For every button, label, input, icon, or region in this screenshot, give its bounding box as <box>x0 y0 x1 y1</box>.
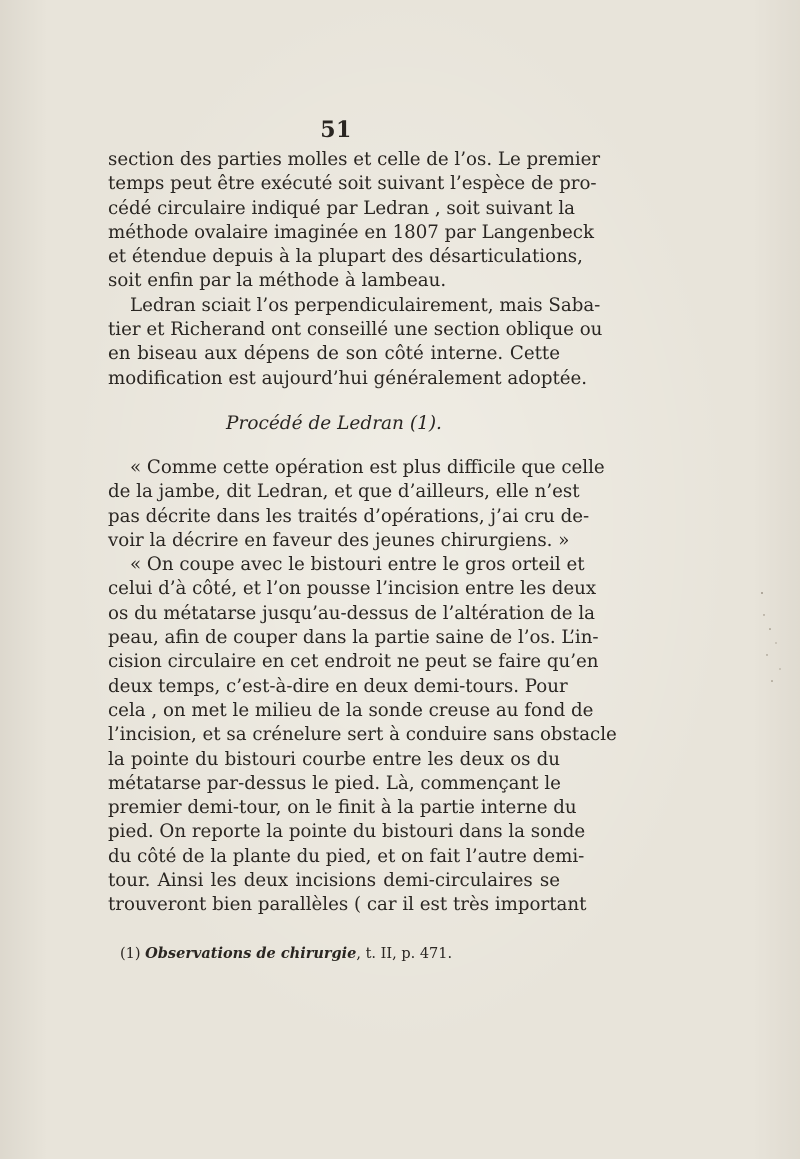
footnote-title: Observations de chirurgie <box>145 945 357 962</box>
text-line: voir la décrire en faveur des jeunes chirurgiens. » <box>108 529 570 551</box>
text-line: os du métatarse jusqu’au-dessus de l’altération de la <box>108 602 595 624</box>
text-line: et étendue depuis à la plupart des désarticulations, <box>108 246 583 268</box>
text-line: section des parties molles et celle de l’os. Le premier <box>108 149 601 170</box>
text-line: cédé circulaire indiqué par Ledran , soit suivant la <box>108 197 576 219</box>
text-line: peau, afin de couper dans la partie saine de l’os. L’in- <box>108 627 599 649</box>
text-line: trouveront bien parallèles ( car il est très important <box>108 894 587 916</box>
text-line: deux temps, c’est-à-dire en deux demi-tours. Pour <box>108 675 568 697</box>
paragraph-3 <box>108 456 605 553</box>
text-line: modification est aujourd’hui généralement adoptée. <box>108 367 588 389</box>
text-line: « On coupe avec le bistouri entre le gros orteil et <box>130 554 585 576</box>
text-line: en biseau aux dépens de son côté interne. Cette <box>108 343 560 365</box>
text-line: Ledran sciait l’os perpendiculairement, mais Saba- <box>130 294 601 316</box>
text-line: cision circulaire en cet endroit ne peut se faire qu’en <box>108 651 599 673</box>
text-line: de la jambe, dit Ledran, et que d’ailleurs, elle n’est <box>108 481 580 503</box>
paragraph-4 <box>108 553 617 917</box>
footnote-reference: , t. II, p. 471. <box>356 946 453 962</box>
text-line: du côté de la plante du pied, et on fait l’autre demi- <box>108 845 585 867</box>
footnote-marker: (1) <box>120 946 141 962</box>
text-line: tour. Ainsi les deux incisions demi-circulaires se <box>108 870 560 892</box>
text-line: tier et Richerand ont conseillé une section oblique ou <box>108 319 603 341</box>
text-line: pied. On reporte la pointe du bistouri dans la sonde <box>108 821 586 843</box>
text-line: métatarse par-dessus le pied. Là, commençant le <box>108 772 561 794</box>
text-line: cela , on met le milieu de la sonde creuse au fond de <box>108 699 594 721</box>
text-line: « Comme cette opération est plus difficile que celle <box>130 457 605 478</box>
text-line: celui d’à côté, et l’on pousse l’incision entre les deux <box>108 578 597 600</box>
text-line: soit enfin par la méthode à lambeau. <box>108 270 447 292</box>
text-line: l’incision, et sa crénelure sert à conduire sans obstacle <box>108 724 617 746</box>
text-line: la pointe du bistouri courbe entre les deux os du <box>108 748 560 770</box>
footnote <box>120 944 560 964</box>
text-line: pas décrite dans les traités d’opérations, j’ai cru de- <box>108 505 590 527</box>
text-line: temps peut être exécuté soit suivant l’espèce de pro- <box>108 173 597 195</box>
section-heading: Procédé de Ledran (1). <box>226 413 442 434</box>
text-line: méthode ovalaire imaginée en 1807 par Langenbeck <box>108 221 594 243</box>
text-line: premier demi-tour, on le finit à la partie interne du <box>108 797 577 819</box>
body-text-bottom <box>108 456 617 918</box>
paragraph-2 <box>108 294 603 391</box>
page-number: 51 <box>320 117 352 143</box>
body-text-top <box>108 148 603 391</box>
margin-specks <box>758 585 788 695</box>
paragraph-1 <box>108 148 601 294</box>
